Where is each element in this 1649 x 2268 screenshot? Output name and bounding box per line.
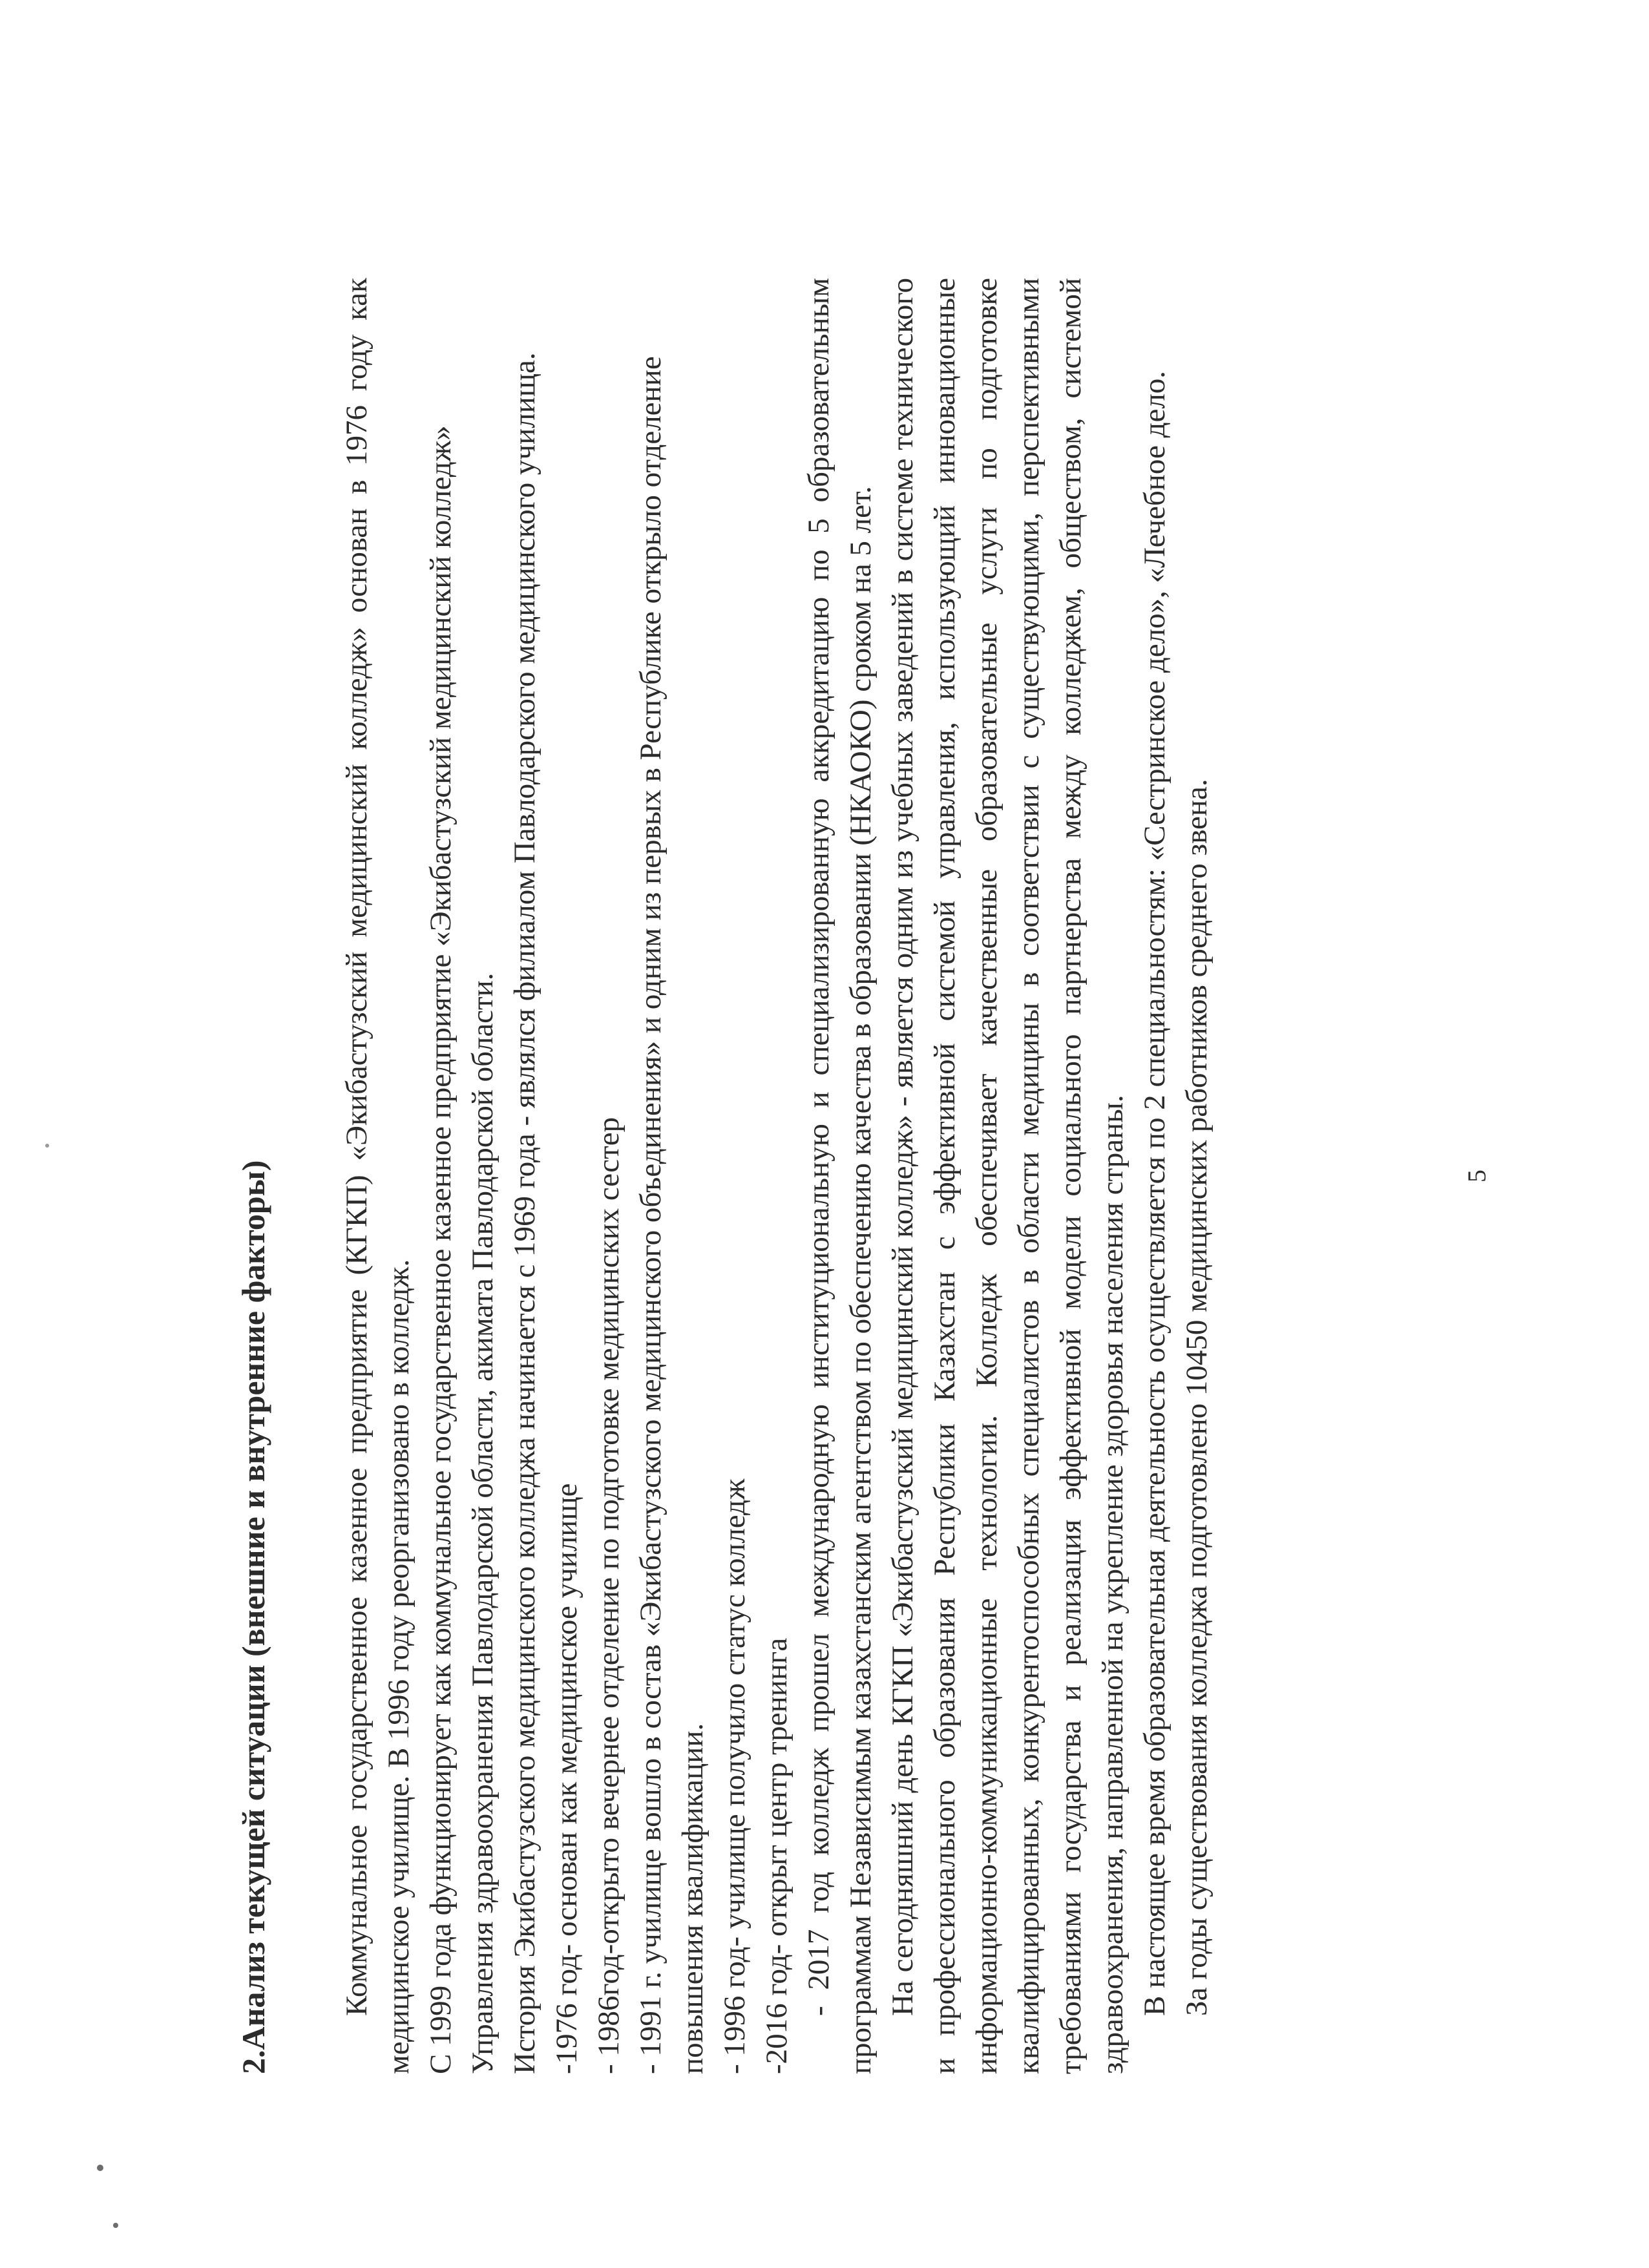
timeline-item-1996: - 1996 год- училище получило статус колледж — [718, 1478, 751, 2074]
paragraph-intro: Коммунальное государственное казенное предприятие (КГКП) «Экибастузский медицинский колледж» основан в 1976 году как медицинское училище. В 1996 году реорганизовано в колледж. — [340, 278, 415, 2074]
timeline-item-2017: - 2017 год колледж прошел международную институциональную и специализированную аккредитацию по 5 образовательным программам Независимым казахстанским агентством по обеспечению качества в образовании (НКАОКО) сроком на 5 лет. — [802, 278, 877, 2074]
paragraph-graduates: За годы существования колледжа подготовлено 10450 медицинских работников среднего звена. — [1180, 779, 1213, 2016]
paragraph-history: История Экибастузского медицинского колледжа начинается с 1969 года - являлся филиалом Павлодарского медицинского училища. — [508, 352, 541, 2074]
paragraph-specialties: В настоящее время образовательная деятельность осуществляется по 2 специальностям: «Сестринское дело», «Лечебное дело. — [1138, 370, 1171, 2016]
paragraph-today: На сегодняшний день КГКП «Экибастузский медицинский колледж» - является одним из учебных заведений в системе технического и профессионального образования Республики Казахстан с эффективной системой управления, использующий инновационные информационно-коммуникационные технологии. Колледж обеспечивает качественные образовательные услуги по подготовке квалифицированных, конкурентоспособных специалистов в области медицины в соответствии с существующими, перспективными требованиями государства и реализация эффективной модели социального партнерства между колледжем, обществом, системой здравоохранения, направленной на укрепление здоровья населения страны. — [886, 278, 1129, 2074]
timeline-item-2016: -2016 год- открыт центр тренинга — [760, 1637, 793, 2074]
timeline-item-1976: -1976 год- основан как медицинское училище — [550, 1483, 583, 2074]
section-title: 2.Анализ текущей ситуации (внешние и внутренние факторы) — [235, 1160, 271, 2074]
scan-speck — [97, 2165, 103, 2171]
timeline-item-1991: - 1991 г. училище вошло в состав «Экибастузского медицинского объединения» и одним из первых в Республике открыло отделение повышения квалификации. — [634, 356, 709, 2074]
page-number: 5 — [1462, 1170, 1491, 1182]
scan-speck — [45, 1144, 49, 1148]
paragraph-status: С 1999 года функционирует как коммунальное государственное казенное предприятие «Экибастузский медицинский колледж» Управления здравоохранения Павлодарской области, акимата Павлодарской области. — [424, 425, 499, 2074]
timeline-item-1986: - 1986год-открыто вечернее отделение по подготовке медицинских сестер — [592, 1117, 625, 2074]
document-body — [233, 278, 1218, 2074]
scan-speck — [113, 2223, 118, 2228]
